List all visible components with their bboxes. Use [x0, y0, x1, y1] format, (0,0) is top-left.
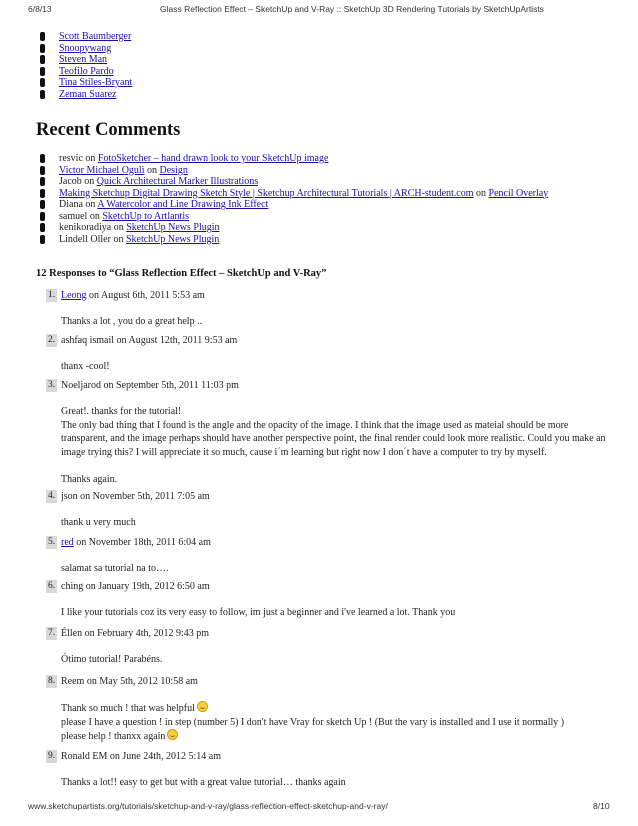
- comment-author[interactable]: red: [61, 537, 74, 548]
- post-link[interactable]: A Watercolor and Line Drawing Ink Effect: [97, 199, 269, 210]
- bullet-icon: [40, 154, 45, 163]
- comment-date: on November 18th, 2011 6:04 am: [73, 537, 211, 548]
- list-item[interactable]: [40, 54, 132, 66]
- comment-body: [61, 653, 609, 667]
- comment-number: 7.: [47, 628, 56, 638]
- comment-date: on February 4th, 2012 9:43 pm: [82, 628, 210, 639]
- comment-date: on September 5th, 2011 11:03 pm: [101, 380, 239, 391]
- comment-body: [61, 360, 609, 374]
- author-link[interactable]: Snoopywang: [59, 42, 112, 54]
- comment-author[interactable]: Leong: [61, 290, 87, 301]
- post-link[interactable]: Quick Architectural Marker Illustrations: [96, 176, 259, 187]
- comment-author: Ronald EM: [61, 751, 108, 762]
- comment-date: on August 12th, 2011 9:53 am: [114, 335, 238, 346]
- on-text: on: [82, 199, 98, 210]
- comment-meta: [61, 334, 237, 348]
- comment-author: ching: [61, 581, 84, 592]
- comment-date: on August 6th, 2011 5:53 am: [86, 290, 205, 301]
- comment-meta: [61, 750, 221, 764]
- on-text: on: [110, 233, 126, 245]
- comment-date: on June 24th, 2012 5:14 am: [107, 751, 221, 762]
- print-date: 6/8/13: [28, 4, 52, 14]
- bullet-icon: [40, 67, 45, 76]
- comment-text: Thank so much ! that was helpful: [61, 701, 609, 716]
- recent-comment-item: [40, 234, 548, 246]
- on-text: on: [473, 187, 489, 199]
- comment-text: thanx -cool!: [61, 361, 110, 372]
- on-text: on: [82, 153, 98, 164]
- bullet-icon: [40, 32, 45, 41]
- comment-meta: [61, 490, 210, 504]
- bullet-icon: [40, 235, 45, 244]
- bullet-icon: [40, 166, 45, 175]
- post-link[interactable]: SketchUp News Plugin: [126, 222, 220, 233]
- comment-author: Diana: [59, 199, 83, 210]
- bullet-icon: [40, 55, 45, 64]
- list-item[interactable]: [40, 66, 132, 78]
- author-list: [40, 31, 132, 100]
- recent-comment-item: [40, 153, 548, 165]
- comment-author: Éllen: [61, 628, 83, 639]
- bullet-icon: [40, 200, 45, 209]
- recent-comment-item: [40, 199, 548, 211]
- comment-text: Ótimo tutorial! Parabéns.: [61, 654, 163, 665]
- comment-author: samuel: [59, 210, 88, 222]
- comment-body: [61, 516, 609, 530]
- comment-author: json: [61, 491, 78, 502]
- list-item[interactable]: [40, 43, 132, 55]
- comment-text: Thanks a lot , you do a great help ..: [61, 316, 203, 327]
- comment-text: please help ! thanxx again: [61, 729, 609, 744]
- comment-meta: [61, 580, 210, 594]
- comment-text: Great!. thanks for the tutorial!: [61, 406, 182, 417]
- author-link[interactable]: Steven Man: [59, 54, 108, 65]
- comment-meta: [61, 627, 209, 641]
- comment-number: 6.: [47, 581, 56, 591]
- comment-meta: [61, 675, 198, 689]
- bullet-icon: [40, 90, 45, 99]
- comment-author[interactable]: Making Sketchup Digital Drawing Sketch Style | Sketchup Architectural Tutorials | ARCH-student.com: [59, 187, 474, 199]
- comment-text: I like your tutorials coz its very easy to follow, im just a beginner and i've learned a lot. Thank you: [61, 607, 456, 618]
- on-text: on: [87, 210, 103, 222]
- on-text: on: [144, 164, 160, 176]
- on-text: on: [81, 176, 97, 187]
- comment-text: salamat sa tutorial na to….: [61, 563, 169, 574]
- bullet-icon: [40, 177, 45, 186]
- print-url: www.sketchupartists.org/tutorials/sketchup-and-v-ray/glass-reflection-effect-sketchup-and-v-ray/: [28, 801, 388, 811]
- comment-body: [61, 776, 609, 790]
- comment-text: [61, 459, 609, 473]
- comment-number: 2.: [47, 335, 56, 345]
- comment-date: on May 5th, 2012 10:58 am: [84, 676, 198, 687]
- post-link[interactable]: SketchUp News Plugin: [125, 233, 220, 245]
- comment-author[interactable]: Victor Michael Oguli: [59, 164, 145, 176]
- comment-number: 8.: [47, 676, 56, 686]
- comment-author: Jacob: [59, 176, 82, 187]
- print-page-number: 8/10: [593, 801, 610, 811]
- comment-number: 4.: [47, 491, 56, 501]
- list-item[interactable]: [40, 31, 132, 43]
- recent-comments-heading: Recent Comments: [36, 120, 181, 140]
- comment-author: ashfaq ismail: [61, 335, 115, 346]
- comment-author: Noeljarod: [61, 380, 101, 391]
- list-item[interactable]: [40, 89, 132, 101]
- comment-body: [61, 405, 609, 486]
- comment-number: 3.: [47, 380, 56, 390]
- author-link[interactable]: Zeman Suarez: [59, 88, 117, 100]
- comment-meta: [61, 289, 205, 303]
- comment-meta: [61, 536, 211, 550]
- comment-body: [61, 701, 609, 744]
- comment-number: 1.: [47, 290, 56, 300]
- comment-text: The only bad thing that I found is the angle and the opacity of the image. I think that the image used as mateial should be more transparent, and the image perhaps should have another perspective point, the final render could look more realistic. Could you make an image trying this? I will appreciate it so much, cause i´m learning but right now I don´t have a computer to try by myself.: [61, 419, 606, 458]
- on-text: on: [111, 222, 127, 233]
- comment-text: please I have a question ! in step (number 5) I don't have Vray for sketch Up ! (But the vary is installed and I use it normally ): [61, 716, 565, 728]
- responses-heading: 12 Responses to “Glass Reflection Effect – SketchUp and V-Ray”: [36, 268, 327, 279]
- comment-number: 9.: [47, 751, 56, 761]
- post-link[interactable]: FotoSketcher – hand drawn look to your SketchUp image: [97, 153, 329, 164]
- list-item[interactable]: [40, 77, 132, 89]
- bullet-icon: [40, 212, 45, 221]
- recent-comment-item: [40, 176, 548, 188]
- print-page-title: Glass Reflection Effect – SketchUp and V-Ray :: SketchUp 3D Rendering Tutorials by SketchUpArtists: [160, 4, 544, 14]
- author-link[interactable]: Tina Stiles-Bryant: [59, 77, 133, 88]
- comment-text: thank u very much: [61, 517, 136, 528]
- post-link[interactable]: Pencil Overlay: [488, 187, 549, 199]
- author-link[interactable]: Scott Baumberger: [59, 31, 132, 42]
- bullet-icon: [40, 223, 45, 232]
- comment-number: 5.: [47, 537, 56, 547]
- comment-author: kenikoradiya: [59, 222, 112, 233]
- comment-body: [61, 606, 609, 620]
- recent-comment-item: [40, 165, 548, 177]
- comment-text: Thanks again.: [61, 473, 118, 485]
- comment-author: Lindell Oller: [59, 233, 111, 245]
- comment-date: on November 5th, 2011 7:05 am: [77, 491, 210, 502]
- recent-comment-item: [40, 222, 548, 234]
- author-link[interactable]: Teofilo Pardo: [59, 65, 114, 77]
- bullet-icon: [40, 78, 45, 87]
- comment-author: resvic: [59, 153, 83, 164]
- post-link[interactable]: Design: [159, 164, 188, 176]
- bullet-icon: [40, 44, 45, 53]
- comment-date: on January 19th, 2012 6:50 am: [83, 581, 210, 592]
- comment-meta: [61, 379, 239, 393]
- comment-text: Thanks a lot!! easy to get but with a great value tutorial… thanks again: [61, 777, 346, 788]
- print-header: [0, 2, 638, 16]
- smiley-icon: [197, 701, 208, 712]
- comment-body: [61, 315, 609, 329]
- post-link[interactable]: SketchUp to Artlantis: [102, 210, 189, 222]
- smiley-icon: [167, 729, 178, 740]
- recent-comment-item: [40, 188, 548, 200]
- comment-author: Reem: [61, 676, 85, 687]
- comment-body: [61, 562, 609, 576]
- recent-comment-item: [40, 211, 548, 223]
- recent-comments-list: [40, 153, 548, 245]
- bullet-icon: [40, 189, 45, 198]
